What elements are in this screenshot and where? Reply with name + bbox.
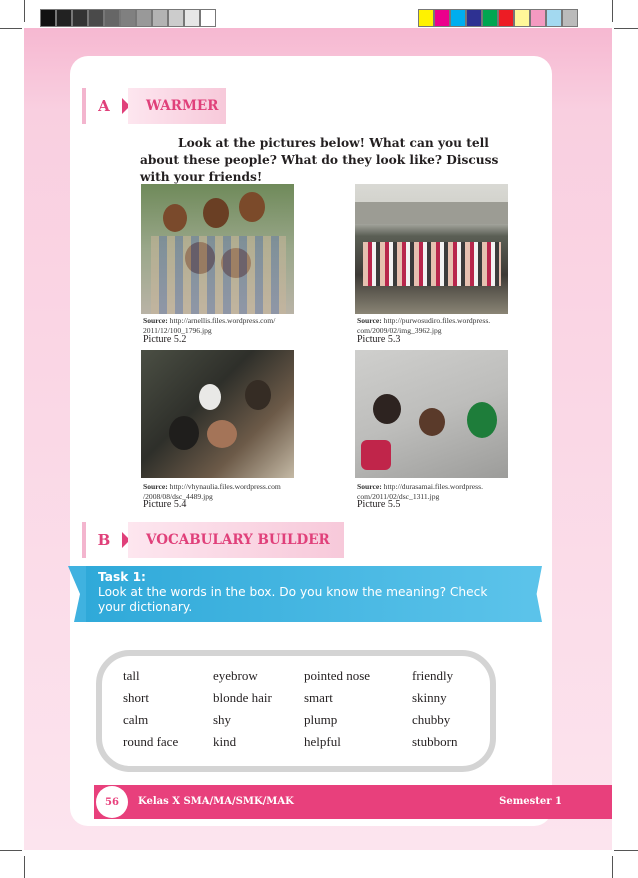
person-figure: [163, 204, 187, 232]
clothing-pattern: [151, 236, 286, 314]
picture-caption: Picture 5.3: [357, 334, 401, 345]
page-number: 56: [96, 786, 128, 818]
gray-swatch: [88, 9, 104, 27]
footer-book-title: Kelas X SMA/MA/SMK/MAK: [138, 796, 294, 807]
picture-source: Source: http://purwosudiro.files.wordpress. com/2009/02/img_3962.jpg: [357, 316, 491, 335]
picture-caption: Picture 5.5: [357, 499, 401, 510]
gray-swatch: [56, 9, 72, 27]
person-figure: [245, 380, 271, 410]
section-a-letter: A: [82, 88, 122, 124]
task-banner: [86, 566, 526, 622]
crowd: [363, 242, 501, 286]
person-figure: [199, 384, 221, 410]
photo-large-group: [355, 184, 508, 314]
person-clothing: [361, 440, 391, 470]
color-swatch: [498, 9, 514, 27]
color-swatch: [434, 9, 450, 27]
person-figure: [239, 192, 265, 222]
gray-swatch: [152, 9, 168, 27]
vocabulary-word: calm: [123, 712, 149, 727]
photo-students-eating: [141, 350, 294, 478]
building-roof: [355, 202, 508, 224]
gray-swatch: [184, 9, 200, 27]
picture-caption: Picture 5.2: [143, 334, 187, 345]
vocabulary-word: shy: [213, 712, 232, 727]
vocabulary-word: chubby: [412, 712, 451, 727]
grayscale-calibration-bar: [40, 9, 216, 27]
gray-swatch: [136, 9, 152, 27]
person-figure: [373, 394, 401, 424]
color-swatch: [530, 9, 546, 27]
vocabulary-word: plump: [304, 712, 338, 727]
gray-swatch: [104, 9, 120, 27]
gray-swatch: [168, 9, 184, 27]
crop-mark: [0, 28, 22, 29]
crop-mark: [0, 850, 22, 851]
photo-children-group: [141, 184, 294, 314]
crop-mark: [612, 856, 613, 878]
picture-source: Source: http://durasamai.files.wordpress. com/2011/02/dsc_1311.jpg: [357, 482, 483, 501]
section-a-title: WARMER: [128, 88, 226, 124]
color-swatch: [466, 9, 482, 27]
color-swatch: [514, 9, 530, 27]
picture-source: Source: http://vhynaulia.files.wordpress.com /2008/08/dsc_4489.jpg: [143, 482, 281, 501]
color-swatch: [546, 9, 562, 27]
vocabulary-word: kind: [213, 734, 237, 749]
crop-mark: [614, 850, 638, 851]
gray-swatch: [72, 9, 88, 27]
warmer-instruction: Look at the pictures below! What can you tell about these people? What do they look like? Discuss with your friends!: [140, 136, 499, 184]
color-calibration-bar: [418, 9, 578, 27]
person-figure: [467, 402, 497, 438]
photo-students-floor: [355, 350, 508, 478]
vocabulary-word: eyebrow: [213, 668, 258, 683]
color-swatch: [482, 9, 498, 27]
crop-mark: [612, 0, 613, 22]
page-footer: [94, 785, 612, 819]
vocabulary-word: helpful: [304, 734, 341, 749]
crop-mark: [24, 856, 25, 878]
color-swatch: [450, 9, 466, 27]
color-swatch: [562, 9, 578, 27]
person-figure: [203, 198, 229, 228]
vocabulary-word: pointed nose: [304, 668, 371, 683]
color-swatch: [418, 9, 434, 27]
vocabulary-word: smart: [304, 690, 333, 705]
picture-source: Source: http://arnellis.files.wordpress.com/ 2011/12/100_1796.jpg: [143, 316, 276, 335]
vocabulary-word: tall: [123, 668, 140, 683]
section-b-letter: B: [82, 522, 122, 558]
footer-semester: Semester 1: [499, 796, 562, 807]
person-figure: [169, 416, 199, 450]
gray-swatch: [200, 9, 216, 27]
crop-mark: [24, 0, 25, 22]
gray-swatch: [40, 9, 56, 27]
picture-caption: Picture 5.4: [143, 499, 187, 510]
section-b-title: VOCABULARY BUILDER: [128, 522, 344, 558]
task-text: Look at the words in the box. Do you know the meaning? Check your dictionary.: [98, 585, 488, 614]
gray-swatch: [120, 9, 136, 27]
crop-mark: [614, 28, 638, 29]
vocabulary-word: blonde hair: [213, 690, 272, 705]
vocabulary-word: stubborn: [412, 734, 458, 749]
vocabulary-word: short: [123, 690, 149, 705]
vocabulary-word: skinny: [412, 690, 447, 705]
person-figure: [419, 408, 445, 436]
vocabulary-word: friendly: [412, 668, 454, 683]
person-figure: [207, 420, 237, 448]
vocabulary-word: round face: [123, 734, 179, 749]
task-title: Task 1:: [98, 570, 146, 584]
